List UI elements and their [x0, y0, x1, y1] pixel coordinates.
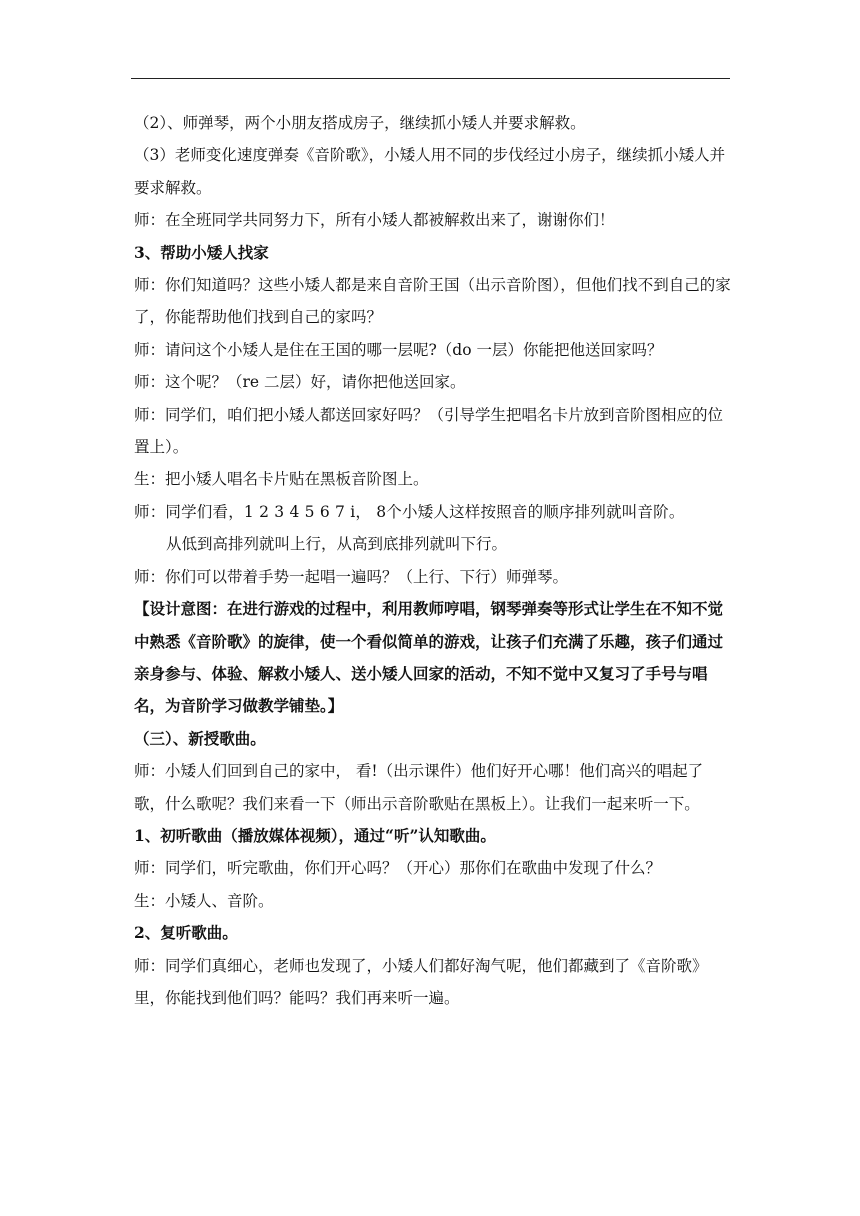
paragraph-teacher-gesture: 师：你们可以带着手势一起唱一遍吗？（上行、下行）师弹琴。	[134, 567, 569, 586]
paragraph-design-intent: 【设计意图：在进行游戏的过程中，利用教师哼唱，钢琴弹奏等形式让学生在不知不觉中熟悉《音阶歌》的旋律，使一个看似简单的游戏，让孩子们充满了乐趣，孩子们通过亲身参与、体验、解救小矮人、送小矮人回家的活动，不知不觉中又复习了手号与唱名，为音阶学习做教学铺垫。】	[134, 599, 724, 716]
paragraph-step-2: （2）、师弹琴，两个小朋友搭成房子，继续抓小矮人并要求解救。	[134, 114, 586, 132]
section-heading-new-song: （三）、新授歌曲。	[134, 728, 266, 748]
paragraph-student-cards: 生：把小矮人唱名卡片贴在黑板音阶图上。	[134, 470, 429, 489]
document-body	[134, 107, 732, 1014]
paragraph-ascending-descending: 从低到高排列就叫上行，从高到底排列就叫下行。	[166, 535, 508, 554]
paragraph-student-answer: 生：小矮人、音阶。	[134, 891, 274, 910]
paragraph-teacher-do: 师：请问这个小矮人是住在王国的哪一层呢?（do 一层）你能把他送回家吗？	[134, 340, 663, 359]
paragraph-teacher-scale-order: 师：同学们看，1 2 3 4 5 6 7 i， 8个小矮人这样按照音的顺序排列就叫音阶。	[134, 502, 685, 521]
paragraph-teacher-question: 师：同学们，听完歌曲，你们开心吗？（开心）那你们在歌曲中发现了什么？	[134, 859, 662, 878]
paragraph-teacher-thanks: 师：在全班同学共同努力下，所有小矮人都被解救出来了，谢谢你们！	[134, 211, 615, 230]
paragraph-step-3: （3）老师变化速度弹奏《音阶歌》，小矮人用不同的步伐经过小房子，继续抓小矮人并要求解救。	[134, 146, 726, 197]
paragraph-teacher-song-intro: 师：小矮人们回到自己的家中， 看!（出示课件）他们好开心哪！他们高兴的唱起了歌，什么歌呢？我们来看一下（师出示音阶歌贴在黑板上）。让我们一起来听一下。	[134, 762, 704, 813]
section-heading-first-listen: 1、初听歌曲（播放媒体视频），通过“听”认知歌曲。	[134, 825, 496, 845]
paragraph-teacher-scale-kingdom: 师：你们知道吗？这些小矮人都是来自音阶王国（出示音阶图），但他们找不到自己的家了，你能帮助他们找到自己的家吗？	[134, 276, 731, 327]
paragraph-teacher-listen-again: 师：同学们真细心，老师也发现了，小矮人们都好淘气呢，他们都藏到了《音阶歌》里，你能找到他们吗？能吗？我们再来听一遍。	[134, 956, 708, 1007]
paragraph-teacher-send-home: 师：同学们，咱们把小矮人都送回家好吗？（引导学生把唱名卡片放到音阶图相应的位置上）。	[134, 405, 724, 457]
paragraph-teacher-re: 师：这个呢？（re 二层）好，请你把他送回家。	[134, 373, 466, 392]
header-rule	[131, 78, 730, 79]
section-heading-find-home: 3、帮助小矮人找家	[134, 242, 269, 262]
section-heading-second-listen: 2、复听歌曲。	[134, 923, 238, 943]
